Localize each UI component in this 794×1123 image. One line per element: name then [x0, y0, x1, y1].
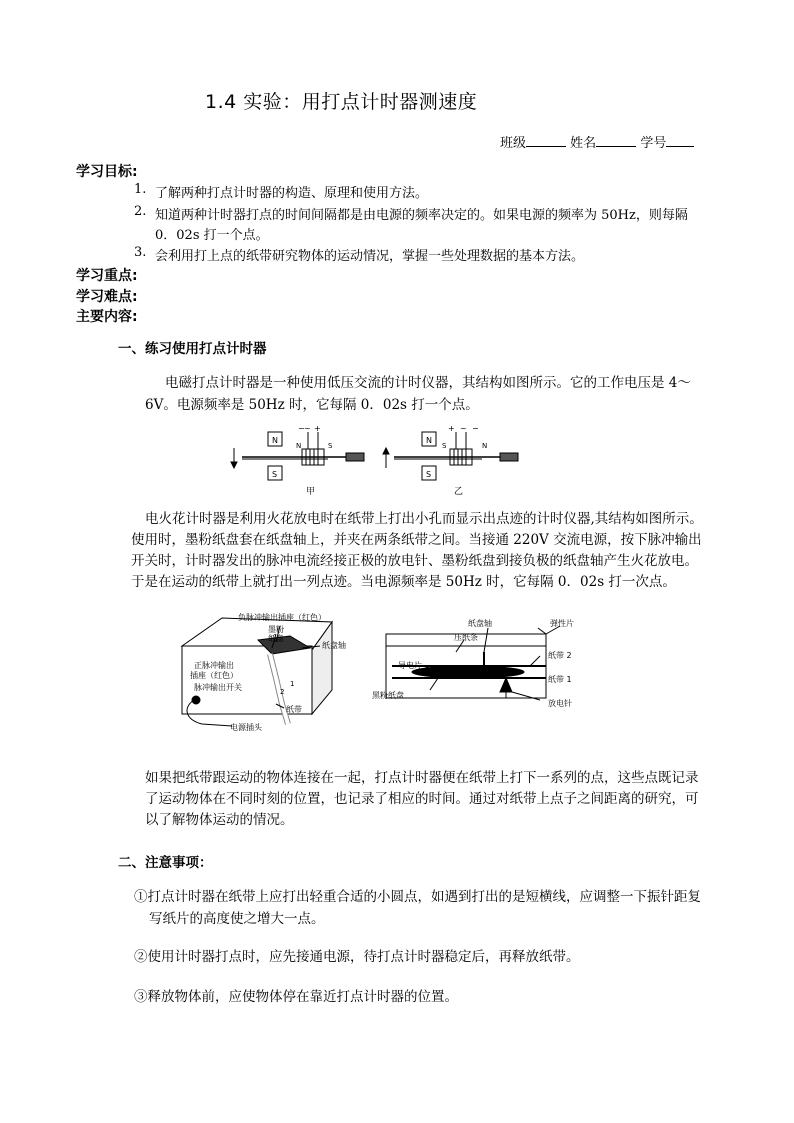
note-3: ③释放物体前，应使物体停在靠近打点计时器的位置。 — [134, 989, 458, 1005]
svg-text:S: S — [426, 470, 432, 479]
svg-text:S: S — [272, 470, 278, 479]
label-pulse-switch: 脉冲输出开关 — [194, 683, 242, 692]
timer-jia-diagram — [231, 424, 364, 497]
note-1-line2: 写纸片的高度使之增大一点。 — [149, 911, 325, 927]
para2-line4: 于是在运动的纸带上就打出一列点迹。当电源频率是 50Hz 时，它每隔 0．02s 打一次点。 — [131, 574, 676, 590]
difficulties-header: 学习难点: — [76, 289, 138, 305]
label-ink-disc: 黑粉纸盘 — [372, 691, 404, 700]
label-tape2: 纸带 2 — [548, 651, 572, 660]
page-title: 1.4 实验：用打点计时器测速度 — [205, 91, 478, 113]
goal-1-num: 1. — [134, 182, 147, 197]
svg-text:~: ~ — [460, 424, 467, 433]
class-blank[interactable] — [526, 134, 566, 147]
figure-electromagnetic-timer — [228, 420, 528, 502]
goals-header: 学习目标: — [76, 164, 138, 180]
goal-3-num: 3. — [134, 245, 147, 260]
note-1-line1: ①打点计时器在纸带上应打出轻重合适的小圆点，如遇到打出的是短横线，应调整一下振针距复 — [134, 889, 701, 905]
label-plug: 电源插头 — [230, 723, 262, 732]
para2-line2: 使用时，墨粉纸盘套在纸盘轴上，并夹在两条纸带之间。当接通 220V 交流电源，按下脉冲输出 — [131, 532, 702, 548]
label-ink-disc-a: 墨粉 — [268, 625, 284, 634]
name-label: 姓名 — [570, 136, 597, 151]
label-tape: 纸带 — [286, 705, 302, 714]
note-2: ②使用计时器打点时，应先接通电源，待打点计时器稳定后，再释放纸带。 — [134, 949, 580, 965]
para3-line2: 了运动物体在不同时刻的位置，也记录了相应的时间。通过对纸带上点子之间距离的研究，可 — [145, 791, 699, 807]
svg-text:−: − — [298, 424, 305, 433]
label-neg-socket: 负脉冲输出插座（红色） — [238, 613, 326, 622]
figure-spark-timer-device — [172, 608, 372, 738]
svg-text:+: + — [448, 424, 455, 433]
para2-line1: 电火花计时器是利用火花放电时在纸带上打出小孔而显示出点迹的计时仪器,其结构如图所示。 — [145, 511, 703, 527]
label-fig3-disc-axle: 纸盘轴 — [468, 619, 492, 628]
class-label: 班级 — [500, 136, 527, 151]
svg-text:−: − — [472, 424, 479, 433]
figure-spark-timer-section — [370, 616, 600, 710]
section2-heading: 二、注意事项： — [118, 855, 213, 871]
svg-text:~: ~ — [304, 424, 311, 433]
fig1-caption-jia: 甲 — [306, 487, 316, 497]
goal-3-text: 会利用打上点的纸带研究物体的运动情况，掌握一些处理数据的基本方法。 — [155, 249, 585, 264]
label-tape1: 纸带 1 — [548, 675, 572, 684]
label-conductor: 导电片 — [398, 661, 422, 670]
para1-line2: 6V。电源频率是 50Hz 时，它每隔 0．02s 打一个点。 — [145, 397, 479, 413]
name-blank[interactable] — [596, 134, 636, 147]
goal-2-text: 知道两种计时器打点的时间间隔都是由电源的频率决定的。如果电源的频率为 50Hz，则每隔 — [155, 208, 688, 223]
svg-text:N: N — [426, 436, 432, 445]
key-points-header: 学习重点: — [76, 268, 138, 284]
svg-text:S: S — [442, 442, 447, 450]
svg-text:N: N — [296, 442, 302, 450]
svg-text:N: N — [482, 442, 488, 450]
section1-heading: 一、练习使用打点计时器 — [118, 341, 267, 357]
label-ink-disc-b: 纸盘 — [268, 634, 284, 643]
label-pos-socket-a: 正脉冲输出 — [194, 661, 234, 670]
label-pos-socket-b: 插座（红色） — [190, 671, 238, 680]
para3-line1: 如果把纸带跟运动的物体连接在一起，打点计时器便在纸带上打下一系列的点，这些点既记录 — [145, 770, 699, 786]
para2-line3: 开关时，计时器发出的脉冲电流经接正极的放电针、墨粉纸盘到接负极的纸盘轴产生火花放电。 — [131, 553, 698, 569]
main-content-header: 主要内容: — [76, 309, 138, 325]
para3-line3: 以了解物体运动的情况。 — [145, 812, 294, 828]
id-label: 学号 — [640, 136, 667, 151]
timer-yi-diagram — [383, 424, 518, 497]
label-tape-num-2: 2 — [280, 688, 285, 696]
label-needle: 放电针 — [548, 699, 572, 708]
para1-line1: 电磁打点计时器是一种使用低压交流的计时仪器，其结构如图所示。它的工作电压是 4～ — [165, 375, 691, 391]
fig1-caption-yi: 乙 — [454, 487, 464, 497]
student-info — [500, 132, 694, 151]
label-tape-num-1: 1 — [290, 680, 295, 688]
goal-2-text-cont: 0．02s 打一个点。 — [155, 228, 269, 243]
label-disc-axle: 纸盘轴 — [322, 641, 346, 650]
label-spring: 弹性片 — [550, 619, 574, 628]
id-blank[interactable] — [666, 134, 694, 147]
goal-2-num: 2. — [134, 204, 147, 219]
svg-text:N: N — [272, 436, 278, 445]
svg-text:+: + — [314, 424, 321, 433]
label-press-strip: 压纸条 — [454, 633, 478, 642]
goal-1-text: 了解两种打点计时器的构造、原理和使用方法。 — [155, 186, 429, 201]
svg-text:S: S — [328, 442, 333, 450]
